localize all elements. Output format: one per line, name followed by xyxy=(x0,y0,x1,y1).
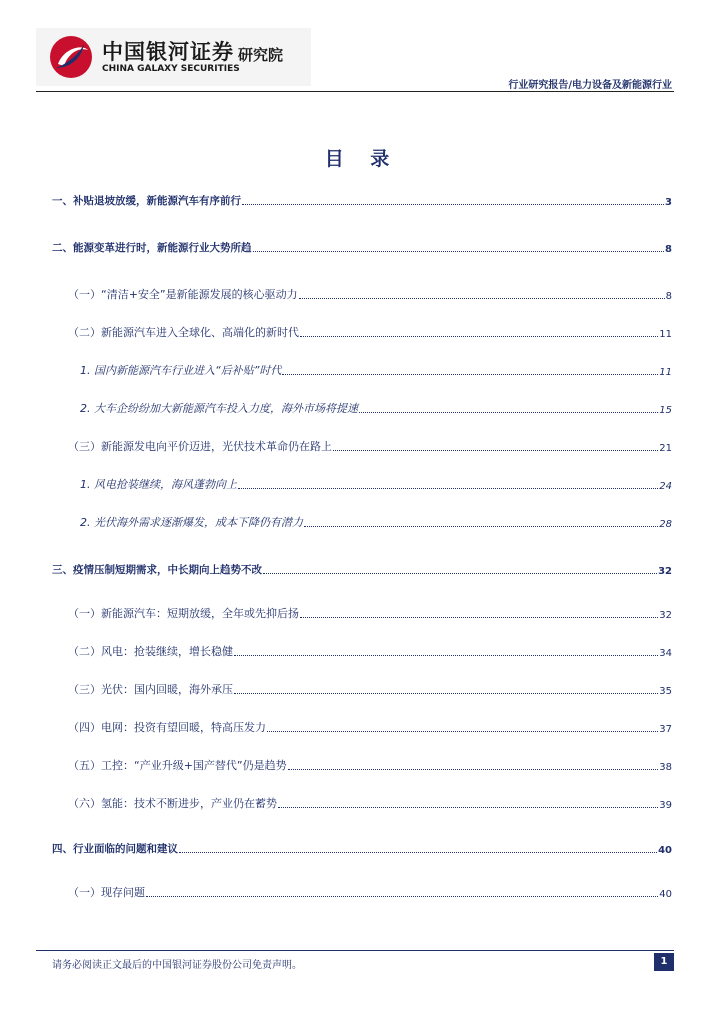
toc-entry[interactable] xyxy=(52,838,672,856)
toc-entry-text: 1. 国内新能源汽车行业进入“后补贴”时代 xyxy=(80,364,282,377)
toc-entry-page: 15 xyxy=(659,405,672,416)
toc-leader-dots xyxy=(278,807,658,808)
toc-leader-dots xyxy=(267,731,658,732)
toc-leader-dots xyxy=(238,488,658,489)
toc-entry-text: （一）现存问题 xyxy=(68,886,145,899)
toc-leader-dots xyxy=(242,204,664,205)
toc-leader-dots xyxy=(263,573,657,574)
toc-entry[interactable] xyxy=(52,679,672,697)
toc-entry-page: 38 xyxy=(659,762,672,773)
toc-entry[interactable] xyxy=(52,190,672,208)
toc-entry[interactable] xyxy=(52,755,672,773)
toc-entry-text: （四）电网：投资有望回暖，特高压发力 xyxy=(68,721,266,734)
toc-entry[interactable] xyxy=(52,474,672,492)
toc-entry-page: 8 xyxy=(665,291,672,302)
toc-entry-text: （一）“清洁+安全”是新能源发展的核心驱动力 xyxy=(68,288,298,301)
toc-leader-dots xyxy=(146,896,658,897)
toc-leader-dots xyxy=(300,336,658,337)
toc-entry-text: （六）氢能：技术不断进步，产业仍在蓄势 xyxy=(68,797,277,810)
toc-entry[interactable] xyxy=(52,398,672,416)
toc-entry[interactable] xyxy=(52,237,672,255)
toc-entry[interactable] xyxy=(52,793,672,811)
toc-entry[interactable] xyxy=(52,322,672,340)
toc-entry[interactable] xyxy=(52,559,672,577)
company-logo xyxy=(36,28,311,86)
toc-entry-page: 21 xyxy=(659,443,672,454)
toc-leader-dots xyxy=(359,412,658,413)
toc-entry-page: 8 xyxy=(665,244,672,255)
galaxy-logo-icon xyxy=(48,34,94,80)
toc-entry-page: 3 xyxy=(665,197,672,208)
toc-entry-text: 一、补贴退坡放缓，新能源汽车有序前行 xyxy=(52,195,241,207)
toc-leader-dots xyxy=(299,298,665,299)
toc-entry-text: 2. 光伏海外需求逐渐爆发，成本下降仍有潜力 xyxy=(80,516,303,529)
logo-english-name: CHINA GALAXY SECURITIES xyxy=(102,64,240,74)
toc-entry-page: 37 xyxy=(659,724,672,735)
toc-leader-dots xyxy=(333,450,658,451)
toc-entry[interactable] xyxy=(52,603,672,621)
toc-title: 目 录 xyxy=(324,148,400,170)
toc-leader-dots xyxy=(288,769,659,770)
page-header xyxy=(0,0,724,95)
toc-entry-text: 1. 风电抢装继续，海风蓬勃向上 xyxy=(80,478,237,491)
report-type: 行业研究报告/电力设备及新能源行业 xyxy=(508,80,672,91)
toc-leader-dots xyxy=(253,251,665,252)
footer-disclaimer: 请务必阅读正文最后的中国银河证券股份公司免责声明。 xyxy=(52,960,302,971)
toc-entry[interactable] xyxy=(52,717,672,735)
toc-entry-page: 32 xyxy=(658,566,672,577)
toc-entry-text: （五）工控：“产业升级+国产替代”仍是趋势 xyxy=(68,759,287,772)
toc-entry[interactable] xyxy=(52,641,672,659)
toc-entry-page: 11 xyxy=(659,329,672,340)
toc-entry-page: 28 xyxy=(659,519,672,530)
toc-leader-dots xyxy=(300,617,658,618)
toc-entry-page: 39 xyxy=(659,800,672,811)
toc-entry-page: 24 xyxy=(659,481,672,492)
toc-entry[interactable] xyxy=(52,360,672,378)
toc-entry-page: 40 xyxy=(659,889,672,900)
toc-entry-text: 2. 大车企纷纷加大新能源汽车投入力度，海外市场将提速 xyxy=(80,402,358,415)
toc-entry-text: 四、行业面临的问题和建议 xyxy=(52,843,178,855)
toc-leader-dots xyxy=(234,655,658,656)
toc-entry-page: 32 xyxy=(659,610,672,621)
toc-entry-text: （三）光伏：国内回暖，海外承压 xyxy=(68,683,233,696)
toc-entry-text: （一）新能源汽车：短期放缓，全年或先抑后扬 xyxy=(68,607,299,620)
toc-entry-text: 三、疫情压制短期需求，中长期向上趋势不改 xyxy=(52,564,262,576)
toc-entry-page: 11 xyxy=(659,367,672,378)
toc-leader-dots xyxy=(179,852,657,853)
logo-chinese-name: 中国银河证券 xyxy=(102,40,234,64)
page-number: 1 xyxy=(654,953,674,971)
toc-entry-page: 35 xyxy=(659,686,672,697)
toc-entry-page: 40 xyxy=(658,845,672,856)
toc-entry-page: 34 xyxy=(659,648,672,659)
toc-leader-dots xyxy=(304,526,658,527)
header-divider xyxy=(36,91,674,92)
toc-entry[interactable] xyxy=(52,512,672,530)
toc-entry-text: 二、能源变革进行时，新能源行业大势所趋 xyxy=(52,242,252,254)
toc-entry[interactable] xyxy=(52,882,672,900)
toc-entry-text: （二）风电：抢装继续，增长稳健 xyxy=(68,645,233,658)
toc-entry[interactable] xyxy=(52,284,672,302)
logo-institute: 研究院 xyxy=(238,46,284,64)
toc-entry[interactable] xyxy=(52,436,672,454)
toc-entry-text: （二）新能源汽车进入全球化、高端化的新时代 xyxy=(68,326,299,339)
footer-divider xyxy=(36,950,674,951)
toc-leader-dots xyxy=(282,374,658,375)
toc-entry-text: （三）新能源发电向平价迈进，光伏技术革命仍在路上 xyxy=(68,440,332,453)
toc-leader-dots xyxy=(234,693,658,694)
